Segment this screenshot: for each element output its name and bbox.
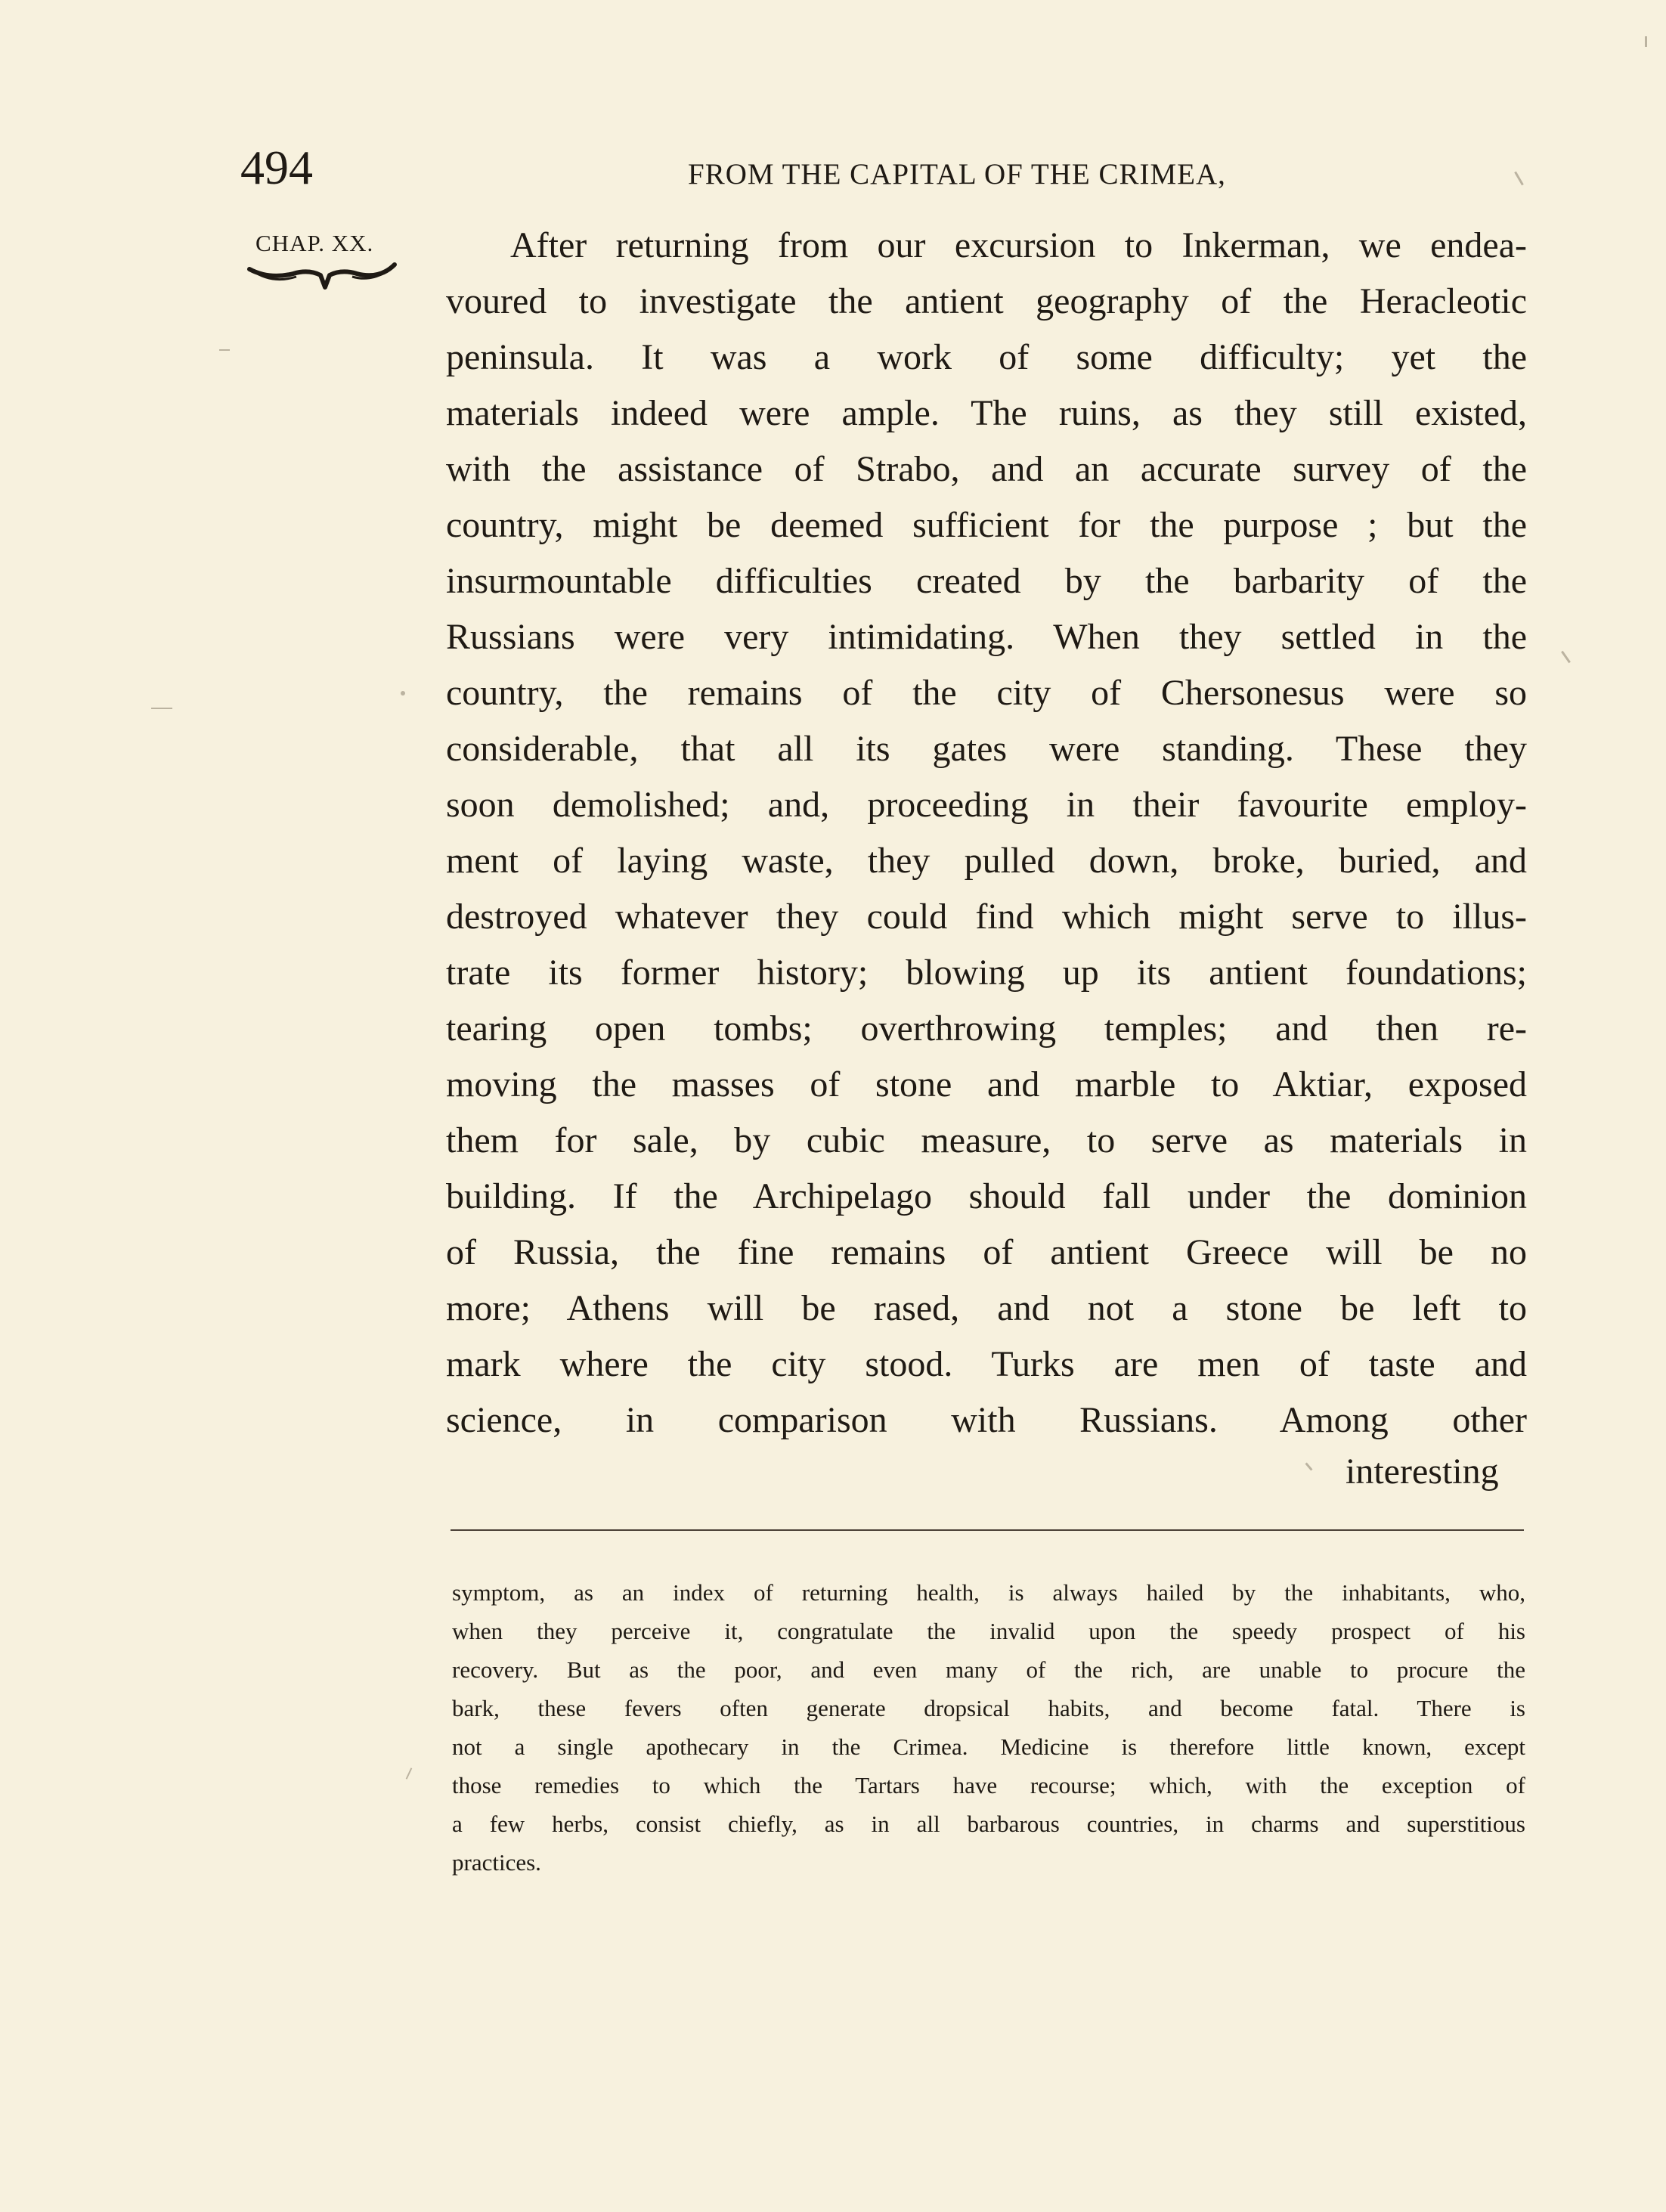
body-line: mark where the city stood. Turks are men of taste and: [446, 1344, 1527, 1384]
body-line: moving the masses of stone and marble to Aktiar, exposed: [446, 1064, 1527, 1104]
body-line: peninsula. It was a work of some difficulty; yet the: [446, 337, 1527, 377]
speck: [1514, 172, 1524, 186]
body-line: country, might be deemed sufficient for the purpose ; but the: [446, 505, 1527, 545]
footnote-line: when they perceive it, congratulate the invalid upon the speedy prospect of his: [452, 1618, 1525, 1644]
footnote-line: not a single apothecary in the Crimea. Medicine is therefore little known, except: [452, 1733, 1525, 1760]
body-line: tearing open tombs; overthrowing temples; and then re-: [446, 1008, 1527, 1049]
body-line: them for sale, by cubic measure, to serve as materials in: [446, 1120, 1527, 1160]
chapter-label: CHAP. XX.: [255, 230, 374, 256]
footnote-line: recovery. But as the poor, and even many of the rich, are unable to procure the: [452, 1656, 1525, 1683]
speck: [406, 1767, 413, 1779]
speck: [151, 708, 172, 709]
speck: [1561, 651, 1571, 663]
body-line: soon demolished; and, proceeding in their favourite employ-: [446, 785, 1527, 825]
speck: [401, 691, 405, 696]
body-line: more; Athens will be rased, and not a stone be left to: [446, 1288, 1527, 1328]
speck: [1305, 1462, 1312, 1470]
body-line: After returning from our excursion to Inkerman, we endea-: [510, 225, 1527, 265]
footnote-line: symptom, as an index of returning health, is always hailed by the inhabitants, who,: [452, 1579, 1525, 1606]
body-line: building. If the Archipelago should fall under the dominion: [446, 1176, 1527, 1216]
page-number: 494: [240, 141, 313, 194]
body-text: [446, 218, 1527, 1448]
footnote: [452, 1573, 1525, 1882]
footnote-line: a few herbs, consist chiefly, as in all barbarous countries, in charms and superstitious: [452, 1811, 1525, 1837]
body-line: trate its former history; blowing up its antient foundations;: [446, 953, 1527, 993]
body-line: materials indeed were ample. The ruins, as they still existed,: [446, 393, 1527, 433]
footnote-line: practices.: [452, 1849, 541, 1876]
footnote-line: bark, these fevers often generate dropsical habits, and become fatal. There is: [452, 1695, 1525, 1721]
body-line: insurmountable difficulties created by the barbarity of the: [446, 561, 1527, 601]
running-head: FROM THE CAPITAL OF THE CRIMEA,: [688, 158, 1226, 191]
footnote-line: those remedies to which the Tartars have recourse; which, with the exception of: [452, 1772, 1525, 1798]
body-line: of Russia, the fine remains of antient Greece will be no: [446, 1232, 1527, 1272]
footnote-rule: [451, 1529, 1524, 1531]
speck: [219, 349, 230, 351]
body-line: Russians were very intimidating. When they settled in the: [446, 617, 1527, 657]
catchword: interesting: [1345, 1451, 1499, 1492]
body-line: country, the remains of the city of Chersonesus were so: [446, 673, 1527, 713]
speck: [1645, 36, 1647, 47]
body-line: voured to investigate the antient geography of the Heracleotic: [446, 281, 1527, 321]
body-line: with the assistance of Strabo, and an accurate survey of the: [446, 449, 1527, 489]
body-line: considerable, that all its gates were standing. These they: [446, 729, 1527, 769]
body-line: science, in comparison with Russians. Among other: [446, 1400, 1527, 1440]
body-line: ment of laying waste, they pulled down, broke, buried, and: [446, 841, 1527, 881]
chapter-ornament-icon: [246, 262, 398, 292]
body-line: destroyed whatever they could find which might serve to illus-: [446, 897, 1527, 937]
